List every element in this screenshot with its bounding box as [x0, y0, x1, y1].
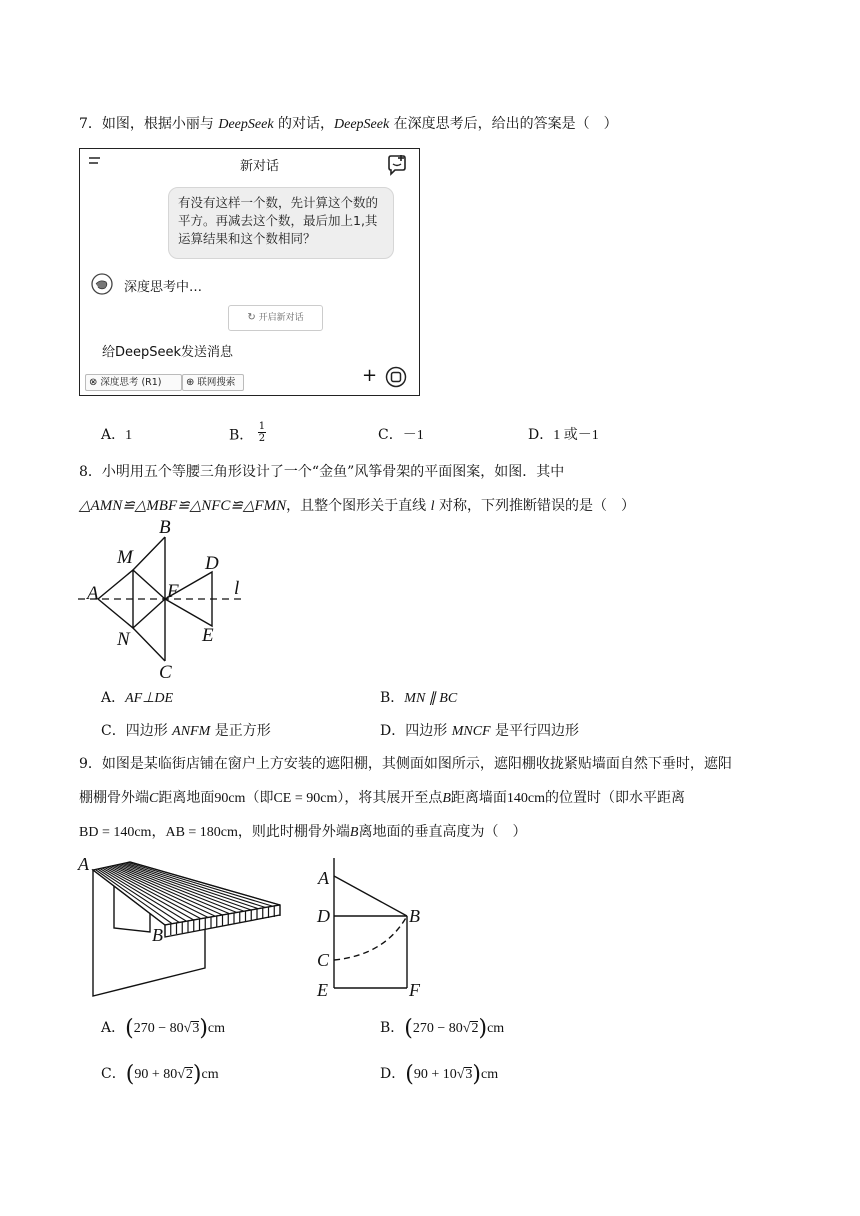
right-paren: )	[472, 1062, 482, 1087]
side-label-a: A	[318, 868, 329, 888]
option-text: 是平行四边形	[490, 723, 580, 739]
q9-option-d[interactable]: D．(90 + 10√3)cm	[380, 1062, 499, 1087]
side-view-figure	[312, 856, 432, 1000]
q9-stem-part: （即	[245, 790, 274, 806]
q9-option-c[interactable]: C．(90 + 80√2)cm	[101, 1062, 219, 1087]
point-label-e: E	[202, 625, 214, 646]
q7-stem-part: 的对话，	[273, 116, 334, 132]
option-value: 1	[125, 428, 133, 443]
left-paren: (	[125, 1062, 135, 1087]
q8-option-c[interactable]	[101, 720, 271, 740]
option-label: D．	[380, 1066, 406, 1082]
fraction-denominator: 2	[258, 433, 266, 444]
option-label: C．	[101, 1066, 126, 1082]
q8-option-d[interactable]	[380, 720, 579, 740]
side-label-d: D	[317, 906, 330, 926]
awning-label-a: A	[78, 854, 89, 874]
q9-point: C	[149, 791, 159, 806]
unit: cm	[481, 1067, 499, 1082]
right-paren: )	[199, 1016, 208, 1041]
option-label: B．	[380, 1020, 405, 1036]
option-text: 四边形	[125, 723, 173, 739]
fraction-numerator: 1	[258, 421, 266, 432]
q7-stem-part: 在深度思考后，给出的答案是（ ）	[389, 116, 618, 132]
q9-value: 90cm	[214, 791, 246, 806]
message-input[interactable]: 给DeepSeek发送消息	[102, 345, 234, 360]
option-math: ANFM	[172, 724, 211, 739]
q7-stem-part: 7．如图，根据小丽与	[79, 116, 219, 132]
q9-value: AB = 180cm	[165, 825, 238, 840]
user-message-bubble: 有没有这样一个数，先计算这个数的平方。再减去这个数，最后加上1,其运算结果和这个数相同？	[168, 187, 394, 259]
option-label: C．	[378, 427, 403, 443]
q9-stem-part: 距离墙面	[450, 790, 507, 806]
q9-stem-line3	[79, 821, 526, 841]
right-paren: )	[478, 1016, 488, 1041]
q9-option-b[interactable]: B．(270 − 80√2)cm	[380, 1016, 505, 1041]
line-label-l: l	[234, 578, 240, 599]
unit: cm	[207, 1021, 226, 1036]
option-expr: 90 + 10	[413, 1067, 457, 1082]
point-label-b: B	[159, 517, 171, 538]
q9-value: BD = 140cm	[79, 825, 152, 840]
deepseek-logo-icon	[91, 273, 113, 299]
q8-stem-part: ，且整个图形关于直线	[286, 498, 431, 514]
option-text: 是正方形	[210, 723, 271, 739]
globe-icon: ⊕	[186, 377, 195, 388]
q9-stem-part: ，则此时棚骨外端	[237, 824, 350, 840]
option-label: D．	[380, 723, 406, 739]
plus-icon[interactable]: +	[362, 365, 378, 386]
option-math: MNCF	[451, 724, 491, 739]
q9-point: B	[349, 825, 359, 840]
new-chat-icon[interactable]	[386, 154, 408, 180]
fraction	[258, 421, 266, 444]
point-label-m: M	[117, 547, 133, 568]
refresh-icon: ↻	[247, 312, 256, 323]
thinking-status: 深度思考中…	[124, 280, 203, 295]
option-label: A．	[101, 427, 126, 443]
fish-kite-figure	[76, 516, 256, 686]
q9-value: 140cm	[506, 791, 546, 806]
q7-stem	[79, 113, 618, 133]
option-value: －1	[402, 428, 424, 443]
radicand: 3	[465, 1067, 473, 1082]
q9-stem-line2	[79, 787, 685, 807]
option-label: B．	[380, 690, 405, 706]
q9-stem-line1: 9．如图是某临街店铺在窗户上方安装的遮阳棚，其侧面如图所示，遮阳棚收拢紧贴墙面自然下垂时，遮阳	[79, 756, 732, 772]
send-button-icon[interactable]	[385, 366, 407, 392]
option-expr: 270 − 80	[412, 1021, 463, 1036]
q9-stem-part: 离地面的垂直高度为（ ）	[358, 824, 527, 840]
q9-option-a[interactable]: A．(270 − 80√3)cm	[101, 1016, 226, 1041]
point-label-a: A	[87, 583, 99, 604]
point-label-n: N	[117, 629, 130, 650]
new-chat-button-label: 开启新对话	[258, 313, 304, 323]
option-text: 四边形	[405, 723, 452, 739]
side-label-c: C	[317, 950, 330, 970]
option-label: A．	[101, 1020, 126, 1036]
q8-stem-part: 对称，下列推断错误的是（ ）	[434, 498, 635, 514]
q9-value: CE = 90cm	[273, 791, 338, 806]
side-label-f: F	[409, 980, 420, 1000]
q7-option-c[interactable]	[378, 424, 424, 444]
radicand: 2	[185, 1067, 193, 1082]
new-chat-button[interactable]	[228, 305, 323, 331]
right-paren: )	[192, 1062, 202, 1087]
q8-option-a[interactable]	[101, 687, 173, 707]
option-label: B．	[229, 427, 254, 444]
q9-stem-part: ，	[151, 824, 166, 840]
q9-stem-part: 距离地面	[158, 790, 215, 806]
web-search-label: 联网搜索	[197, 377, 236, 388]
option-math: AF⊥DE	[125, 691, 174, 706]
q7-deepseek-name: DeepSeek	[218, 117, 274, 132]
point-label-c: C	[159, 662, 172, 683]
q8-line-l: l	[430, 499, 435, 514]
awning-label-b: B	[152, 925, 163, 945]
q8-congruence: △AMN≌△MBF≌△NFC≌△FMN	[79, 498, 287, 514]
point-label-f: F	[167, 581, 179, 602]
option-expr: 270 − 80	[133, 1021, 184, 1036]
chat-screenshot	[79, 148, 420, 396]
left-paren: (	[125, 1016, 134, 1041]
option-label: C．	[101, 723, 126, 739]
radicand: 2	[471, 1021, 479, 1036]
side-label-e: E	[317, 980, 328, 1000]
unit: cm	[487, 1021, 505, 1036]
chat-title: 新对话	[240, 159, 280, 174]
left-paren: (	[405, 1062, 414, 1087]
q9-point: B	[442, 791, 451, 806]
q7-option-b[interactable]	[229, 421, 266, 447]
option-label: A．	[101, 690, 126, 706]
unit: cm	[201, 1067, 219, 1082]
side-label-b: B	[409, 906, 420, 926]
q9-stem-part: 的位置时（即水平距离	[545, 790, 686, 806]
web-search-toggle[interactable]	[182, 374, 244, 391]
point-label-d: D	[205, 553, 219, 574]
deep-think-label: 深度思考 (R1)	[100, 377, 162, 388]
q9-stem-part: ），将其展开至点	[337, 790, 443, 806]
awning-picture	[76, 852, 286, 1000]
left-paren: (	[404, 1016, 413, 1041]
option-math: MN ∥ BC	[404, 691, 458, 706]
q9-stem-part: 棚棚骨外端	[79, 790, 149, 806]
q8-option-b[interactable]	[380, 687, 457, 707]
q7-deepseek-name: DeepSeek	[334, 117, 390, 132]
option-expr: 90 + 80	[134, 1067, 178, 1082]
q7-option-a[interactable]	[101, 424, 132, 444]
deep-think-toggle[interactable]	[85, 374, 182, 391]
q8-stem-line1: 8．小明用五个等腰三角形设计了一个“金鱼”风筝骨架的平面图案，如图．其中	[79, 464, 565, 480]
option-value: 1 或－1	[553, 428, 599, 443]
menu-icon[interactable]	[88, 155, 102, 171]
q8-stem-line2	[79, 495, 635, 515]
option-label: D．	[528, 427, 554, 443]
radicand: 3	[192, 1021, 200, 1036]
deep-think-icon: ⊗	[89, 377, 98, 388]
q7-option-d[interactable]	[528, 424, 599, 444]
